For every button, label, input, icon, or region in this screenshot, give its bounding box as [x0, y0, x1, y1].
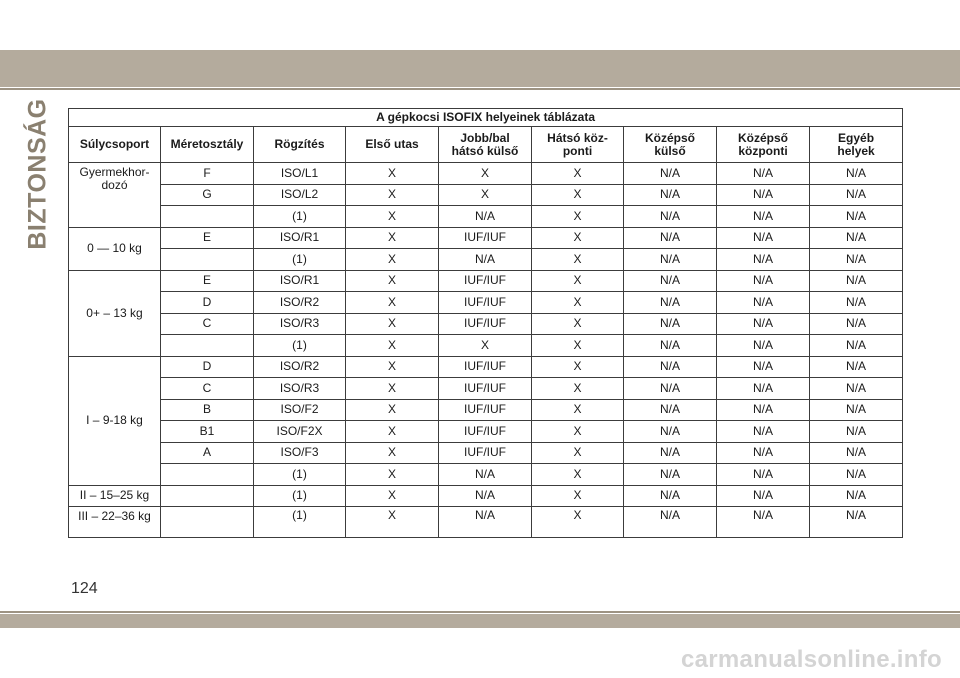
table-cell: X: [532, 356, 624, 378]
table-cell: X: [532, 399, 624, 421]
table-cell: N/A: [717, 378, 810, 400]
table-cell: ISO/F2: [254, 399, 346, 421]
table-row: [69, 356, 903, 378]
table-cell: [161, 507, 254, 538]
table-cell: N/A: [717, 292, 810, 314]
table-cell: N/A: [624, 335, 717, 357]
table-cell: N/A: [717, 507, 810, 538]
table-cell: [161, 464, 254, 486]
table-cell: (1): [254, 507, 346, 538]
table-cell: ISO/R2: [254, 356, 346, 378]
table-cell: N/A: [717, 184, 810, 206]
table-cell: X: [346, 206, 439, 228]
column-header: [624, 127, 717, 163]
column-header: [532, 127, 624, 163]
table-row: [69, 399, 903, 421]
table-row: [69, 184, 903, 206]
table-cell: X: [439, 184, 532, 206]
table-cell: N/A: [624, 442, 717, 464]
table-cell: N/A: [810, 421, 903, 443]
column-header-line: hátsó külső: [451, 143, 519, 158]
table-cell: N/A: [439, 206, 532, 228]
table-row: [69, 421, 903, 443]
table-cell: X: [532, 184, 624, 206]
table-cell: X: [346, 292, 439, 314]
table-cell: X: [346, 464, 439, 486]
table-cell: G: [161, 184, 254, 206]
table-cell: C: [161, 313, 254, 335]
table-cell: ISO/R3: [254, 378, 346, 400]
table-row: [69, 378, 903, 400]
table-cell: N/A: [717, 356, 810, 378]
table-cell: N/A: [717, 399, 810, 421]
column-header-line: Súlycsoport: [79, 137, 150, 151]
column-header-line: helyek: [837, 143, 875, 158]
watermark: carmanualsonline.info: [680, 646, 942, 673]
section-label: BIZTONSÁG: [23, 98, 52, 250]
table-cell: X: [439, 163, 532, 185]
table-cell: X: [532, 292, 624, 314]
table-cell: X: [346, 356, 439, 378]
weight-group-label: I – 9-18 kg: [86, 413, 143, 427]
table-cell: IUF/IUF: [439, 270, 532, 292]
weight-group-cell: [69, 507, 161, 538]
table-cell: X: [346, 335, 439, 357]
table-cell: N/A: [439, 485, 532, 507]
table-cell: A: [161, 442, 254, 464]
table-cell: IUF/IUF: [439, 292, 532, 314]
table-cell: X: [532, 378, 624, 400]
table-cell: E: [161, 270, 254, 292]
table-cell: ISO/F3: [254, 442, 346, 464]
table-cell: N/A: [717, 163, 810, 185]
table-cell: X: [532, 313, 624, 335]
table-cell: N/A: [624, 270, 717, 292]
table-cell: N/A: [717, 270, 810, 292]
table-row: [69, 249, 903, 271]
table-cell: [161, 249, 254, 271]
column-header-line: ponti: [562, 143, 593, 158]
table-cell: N/A: [717, 464, 810, 486]
weight-group-label: Gyermekhor-: [79, 165, 150, 179]
table-cell: N/A: [624, 206, 717, 228]
table-row: [69, 292, 903, 314]
column-header-line: Hátsó köz-: [547, 130, 608, 145]
weight-group-label: 0+ – 13 kg: [86, 305, 143, 320]
table-cell: (1): [254, 335, 346, 357]
table-cell: (1): [254, 464, 346, 486]
table-cell: N/A: [717, 421, 810, 443]
table-cell: N/A: [624, 227, 717, 249]
table-row: [69, 227, 903, 249]
weight-group-cell: [69, 356, 161, 485]
table-cell: IUF/IUF: [439, 227, 532, 249]
table-cell: N/A: [810, 399, 903, 421]
table-cell: X: [532, 421, 624, 443]
weight-group-label: dozó: [101, 178, 128, 192]
table-row: [69, 485, 903, 507]
table-cell: B1: [161, 421, 254, 443]
table-cell: IUF/IUF: [439, 421, 532, 443]
table-cell: X: [346, 227, 439, 249]
isofix-table: [68, 108, 903, 538]
table-cell: N/A: [717, 249, 810, 271]
table-row: [69, 442, 903, 464]
table-cell: X: [346, 184, 439, 206]
table-cell: (1): [254, 485, 346, 507]
table-cell: N/A: [624, 485, 717, 507]
table-cell: N/A: [624, 378, 717, 400]
table-cell: X: [346, 442, 439, 464]
table-cell: X: [532, 442, 624, 464]
column-header-line: Egyéb: [838, 130, 875, 145]
table-cell: X: [532, 206, 624, 228]
table-cell: [161, 206, 254, 228]
weight-group-label: III – 22–36 kg: [78, 509, 151, 523]
table-cell: N/A: [439, 249, 532, 271]
table-cell: ISO/L2: [254, 184, 346, 206]
table-cell: ISO/R2: [254, 292, 346, 314]
table-cell: (1): [254, 249, 346, 271]
table-row: [69, 335, 903, 357]
table-cell: N/A: [810, 184, 903, 206]
column-header: [810, 127, 903, 163]
column-header-line: Méretosztály: [170, 137, 244, 151]
column-header-line: Középső: [737, 130, 788, 145]
table-cell: B: [161, 399, 254, 421]
table-cell: X: [346, 270, 439, 292]
table-cell: N/A: [624, 163, 717, 185]
table-cell: (1): [254, 206, 346, 228]
table-row: [69, 270, 903, 292]
table-cell: N/A: [624, 399, 717, 421]
table-row: [69, 507, 903, 538]
table-caption: A gépkocsi ISOFIX helyeinek táblázata: [69, 109, 903, 127]
weight-group-label: 0 — 10 kg: [87, 241, 142, 255]
table-cell: N/A: [624, 421, 717, 443]
table-cell: X: [346, 485, 439, 507]
weight-group-cell: [69, 163, 161, 228]
weight-group-cell: [69, 227, 161, 270]
table-cell: N/A: [624, 313, 717, 335]
table-cell: ISO/R1: [254, 227, 346, 249]
table-row: [69, 464, 903, 486]
table-cell: N/A: [717, 227, 810, 249]
table-cell: N/A: [810, 464, 903, 486]
table-cell: X: [532, 227, 624, 249]
weight-group-cell: [69, 485, 161, 507]
table-cell: ISO/R3: [254, 313, 346, 335]
header-band: [0, 50, 960, 87]
table-cell: N/A: [717, 206, 810, 228]
table-cell: N/A: [624, 464, 717, 486]
table-cell: IUF/IUF: [439, 313, 532, 335]
isofix-table-container: [68, 108, 902, 538]
table-cell: X: [346, 507, 439, 538]
table-cell: X: [532, 249, 624, 271]
table-cell: X: [532, 507, 624, 538]
footer-band: [0, 614, 960, 628]
table-row: [69, 206, 903, 228]
table-cell: X: [346, 163, 439, 185]
table-cell: ISO/R1: [254, 270, 346, 292]
table-cell: X: [532, 335, 624, 357]
table-cell: N/A: [810, 485, 903, 507]
column-header: [346, 127, 439, 163]
table-cell: ISO/F2X: [254, 421, 346, 443]
table-cell: N/A: [810, 292, 903, 314]
table-cell: IUF/IUF: [439, 356, 532, 378]
footer-rule: [0, 611, 960, 613]
page-number: 124: [71, 580, 98, 597]
table-cell: N/A: [810, 163, 903, 185]
table-cell: [161, 485, 254, 507]
table-cell: N/A: [810, 378, 903, 400]
column-header: [717, 127, 810, 163]
table-cell: N/A: [810, 356, 903, 378]
table-cell: X: [346, 313, 439, 335]
table-cell: IUF/IUF: [439, 442, 532, 464]
column-header-line: Rögzítés: [274, 137, 325, 151]
table-cell: N/A: [439, 507, 532, 538]
table-cell: X: [439, 335, 532, 357]
table-cell: N/A: [810, 227, 903, 249]
table-cell: N/A: [810, 313, 903, 335]
table-cell: N/A: [717, 335, 810, 357]
table-cell: N/A: [624, 292, 717, 314]
column-header-line: Középső: [644, 130, 695, 145]
table-cell: N/A: [624, 507, 717, 538]
weight-group-cell: [69, 270, 161, 356]
column-header: [69, 127, 161, 163]
table-cell: N/A: [624, 249, 717, 271]
table-cell: X: [532, 464, 624, 486]
table-cell: X: [346, 378, 439, 400]
column-header: [161, 127, 254, 163]
table-cell: N/A: [810, 206, 903, 228]
table-cell: X: [532, 270, 624, 292]
column-header: [254, 127, 346, 163]
table-cell: C: [161, 378, 254, 400]
table-cell: X: [346, 249, 439, 271]
column-header-line: Első utas: [365, 137, 419, 151]
table-cell: ISO/L1: [254, 163, 346, 185]
column-header-line: külső: [654, 143, 686, 158]
table-cell: D: [161, 356, 254, 378]
table-cell: [161, 335, 254, 357]
table-cell: N/A: [810, 442, 903, 464]
table-cell: E: [161, 227, 254, 249]
table-row: [69, 163, 903, 185]
table-cell: N/A: [624, 356, 717, 378]
table-cell: IUF/IUF: [439, 399, 532, 421]
table-cell: D: [161, 292, 254, 314]
table-cell: IUF/IUF: [439, 378, 532, 400]
table-cell: N/A: [439, 464, 532, 486]
table-cell: N/A: [717, 485, 810, 507]
table-cell: N/A: [624, 184, 717, 206]
table-cell: N/A: [810, 249, 903, 271]
table-cell: X: [532, 163, 624, 185]
table-cell: X: [346, 399, 439, 421]
header-rule: [0, 88, 960, 90]
table-cell: X: [346, 421, 439, 443]
table-cell: X: [532, 485, 624, 507]
column-header: [439, 127, 532, 163]
table-header-row: [69, 127, 903, 163]
table-cell: N/A: [810, 507, 903, 538]
table-cell: N/A: [717, 313, 810, 335]
table-cell: F: [161, 163, 254, 185]
table-cell: N/A: [810, 270, 903, 292]
weight-group-label: II – 15–25 kg: [79, 488, 150, 503]
table-body: [69, 163, 903, 538]
column-header-line: központi: [738, 143, 788, 158]
table-cell: N/A: [717, 442, 810, 464]
column-header-line: Jobb/bal: [460, 130, 510, 145]
table-cell: N/A: [810, 335, 903, 357]
table-row: [69, 313, 903, 335]
